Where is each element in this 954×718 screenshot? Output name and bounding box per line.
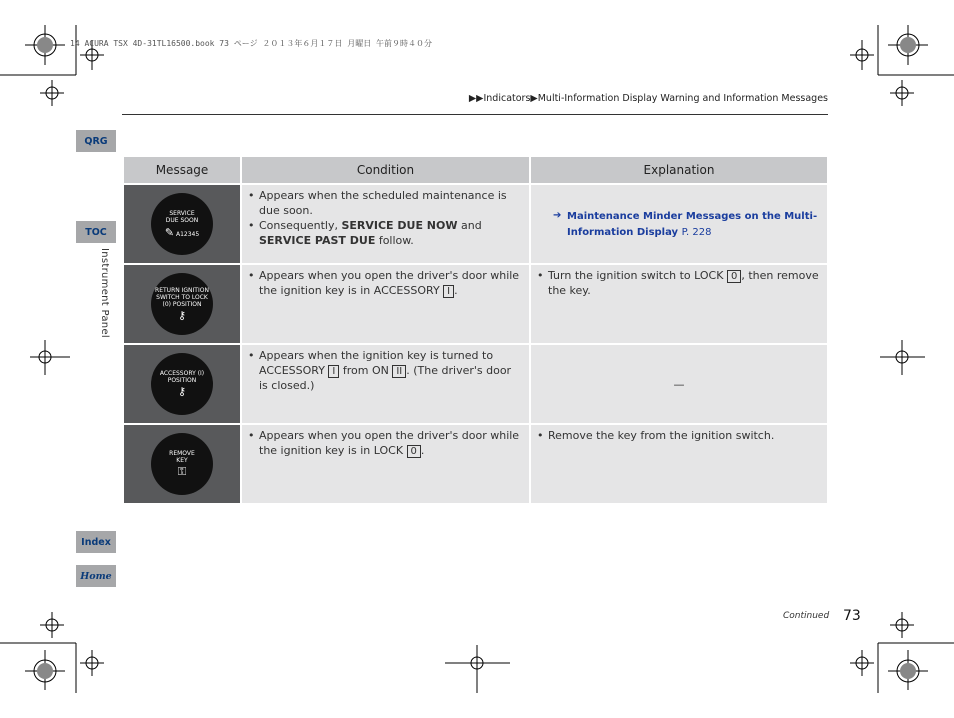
table-row [124, 185, 827, 263]
table-header-row [124, 157, 827, 183]
display-text: RETURN IGNITION [155, 286, 209, 294]
display-text: (0) POSITION [162, 300, 202, 308]
key-door-icon: ⚷ [177, 308, 187, 322]
explanation-item: • Remove the key from the ignition switch. [548, 428, 821, 443]
condition-cell [242, 185, 529, 263]
display-text: SERVICE [169, 209, 195, 217]
toc-button[interactable]: TOC [76, 221, 116, 243]
table-row [124, 425, 827, 503]
condition-cell [242, 265, 529, 343]
table-row [124, 345, 827, 423]
home-button[interactable]: Home [76, 565, 116, 587]
condition-item: • Appears when the scheduled maintenance is due soon. [259, 188, 523, 218]
breadcrumb: ▶▶Indicators▶Multi-Information Display Warning and Information Messages [468, 93, 828, 104]
qrg-button[interactable]: QRG [76, 130, 116, 152]
explanation-item: • Turn the ignition switch to LOCK 0 , then remove the key. [548, 268, 821, 298]
display-text: DUE SOON [165, 216, 199, 224]
display-image-service-due-soon [124, 185, 240, 263]
explanation-cell [531, 425, 827, 503]
condition-item: • Appears when you open the driver's door while the ignition key is in ACCESSORY I . [259, 268, 523, 298]
key-icon: ⚷ [177, 385, 187, 398]
condition-item: • Appears when you open the driver's door while the ignition key is in LOCK 0 . [259, 428, 523, 458]
continued-label: Continued [783, 611, 830, 621]
message-table [122, 155, 829, 505]
display-image-remove-key [124, 425, 240, 503]
condition-cell [242, 345, 529, 423]
display-code: A12345 [175, 230, 200, 238]
explanation-cell [531, 185, 827, 263]
header-explanation: Explanation [531, 157, 827, 183]
display-text: REMOVE [169, 450, 195, 457]
display-text: SWITCH TO LOCK [156, 293, 208, 301]
header-rule [122, 114, 828, 115]
display-text: ACCESSORY (I) [159, 370, 205, 377]
display-image-return-ignition [124, 265, 240, 343]
display-text: POSITION [167, 377, 197, 384]
key-remove-icon: ⚿ [177, 465, 187, 478]
explanation-cell: — [531, 345, 827, 423]
condition-item: • Appears when the ignition key is turned to ACCESSORY I from ON II . (The driver's door is closed.) [259, 348, 523, 393]
wrench-icon: ✎ [164, 225, 175, 239]
index-button[interactable]: Index [76, 531, 116, 553]
header-message: Message [124, 157, 240, 183]
explanation-cell [531, 265, 827, 343]
link-arrow-icon: ➔ [553, 210, 562, 221]
section-side-label: Instrument Panel [99, 248, 110, 338]
page-number: 73 [843, 608, 861, 624]
display-text: KEY [176, 457, 188, 464]
condition-item: • Consequently, SERVICE DUE NOW and SERVICE PAST DUE follow. [259, 218, 523, 248]
maintenance-minder-link[interactable]: Maintenance Minder Messages on the Multi-Information Display P. 228 [567, 211, 818, 238]
display-image-accessory-position [124, 345, 240, 423]
header-condition: Condition [242, 157, 529, 183]
print-header: 14 ACURA TSX 4D-31TL16500.book 73 ページ ２０１３年６月１７日 月曜日 午前９時４０分 [70, 39, 433, 48]
table-row [124, 265, 827, 343]
condition-cell [242, 425, 529, 503]
